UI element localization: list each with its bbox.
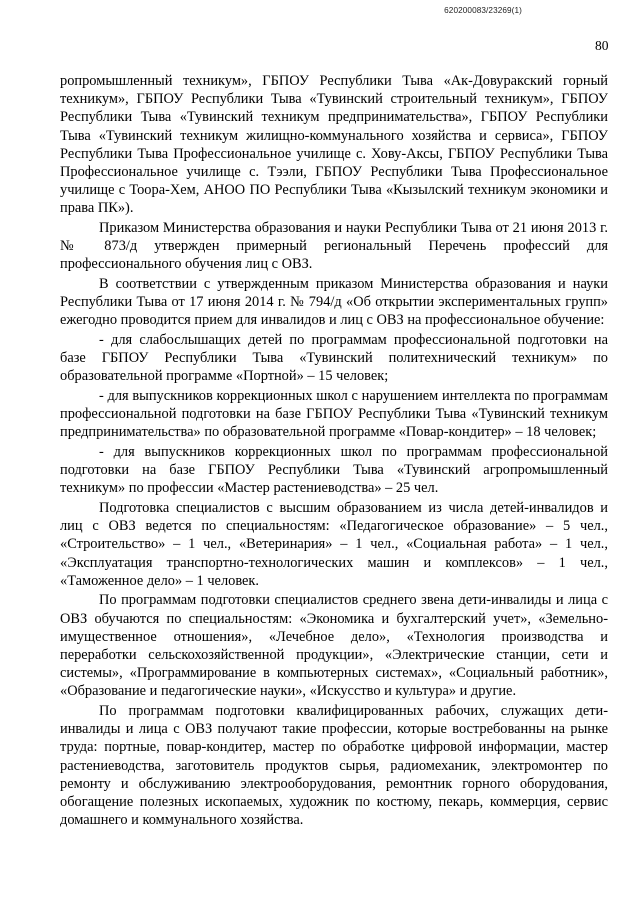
paragraph-order-794: В соответствии с утвержденным приказом Министерства образования и науки Республики Тыва от 17 июня 2014 г. № 794/д «Об открытии экспериментальных групп» ежегодно проводится прием для инвалидов и лиц с ОВЗ на профессиональное обучение: [60,276,608,329]
list-item-intellectual-disability: - для выпускников коррекционных школ с нарушением интеллекта по программам профессиональной подготовки на базе ГБПОУ Республики Тыва «Тувинский техникум предпринимательства» по образовательной программе «Повар-кондитер» – 18 человек; [60,388,608,441]
page-number: 80 [595,38,609,53]
paragraph-continuation: ропромышленный техникум», ГБПОУ Республики Тыва «Ак-Довуракский горный техникум», ГБПОУ Республики Тыва «Тувинский строительный техникум», ГБПОУ Республики Тыва «Тувинский техникум предпринимательства», ГБПОУ Республики Тыва «Тувинский техникум жилищно-коммунального хозяйства и сервиса», ГБПОУ Республики Тыва Профессиональное училище с. Хову-Аксы, ГБПОУ Республики Тыва Профессиональное училище с. Тээли, ГБПОУ Республики Тыва Профессиональное училище с Тоора-Хем, АНОО ПО Республики Тыва «Кызылский техникум экономики и права ПК»). [60,73,608,217]
list-item-agro-technical: - для выпускников коррекционных школ по программам профессиональной подготовки на базе ГБПОУ Республики Тыва «Тувинский агропромышленный техникум» по профессии «Мастер растениеводства» – 25 чел. [60,444,608,497]
document-code: 620200083/23269(1) [444,6,522,15]
paragraph-order-873: Приказом Министерства образования и науки Республики Тыва от 21 июня 2013 г. № 873/д утвержден примерный региональный Перечень профессий для профессионального обучения лиц с ОВЗ. [60,220,608,273]
document-body [60,72,608,831]
paragraph-higher-education: Подготовка специалистов с высшим образованием из числа детей-инвалидов и лиц с ОВЗ ведется по специальностям: «Педагогическое образование» – 5 чел., «Строительство» – 1 чел., «Ветеринария» – 1 чел., «Социальная работа» – 1 чел., «Эксплуатация транспортно-технологических машин и комплексов» – 1 чел., «Таможенное дело» – 1 человек. [60,500,608,589]
list-item-hearing-impaired: - для слабослышащих детей по программам профессиональной подготовки на базе ГБПОУ Республики Тыва «Тувинский политехнический техникум» по образовательной программе «Портной» – 15 человек; [60,332,608,385]
paragraph-qualified-workers: По программам подготовки квалифицированных рабочих, служащих дети-инвалиды и лица с ОВЗ получают такие профессии, которые востребованны на рынке труда: портные, повар-кондитер, мастер по обработке цифровой информации, мастер растениеводства, заготовитель продуктов сырья, радиомеханик, электромонтер по ремонту и обслуживанию электрооборудования, ремонтник горного оборудования, обогащение полезных ископаемых, художник по костюму, пекарь, коммерция, сервис домашнего и коммунального хозяйства. [60,703,608,829]
paragraph-secondary-specialists: По программам подготовки специалистов среднего звена дети-инвалиды и лица с ОВЗ обучаются по специальностям: «Экономика и бухгалтерский учет», «Земельно-имущественное отношения», «Лечебное дело», «Технология производства и переработки сельскохозяйственной продукции», «Электрические станции, сети и системы», «Программирование в компьютерных системах», «Социальный работник», «Образование и педагогические науки», «Искусство и культура» и другие. [60,592,608,700]
